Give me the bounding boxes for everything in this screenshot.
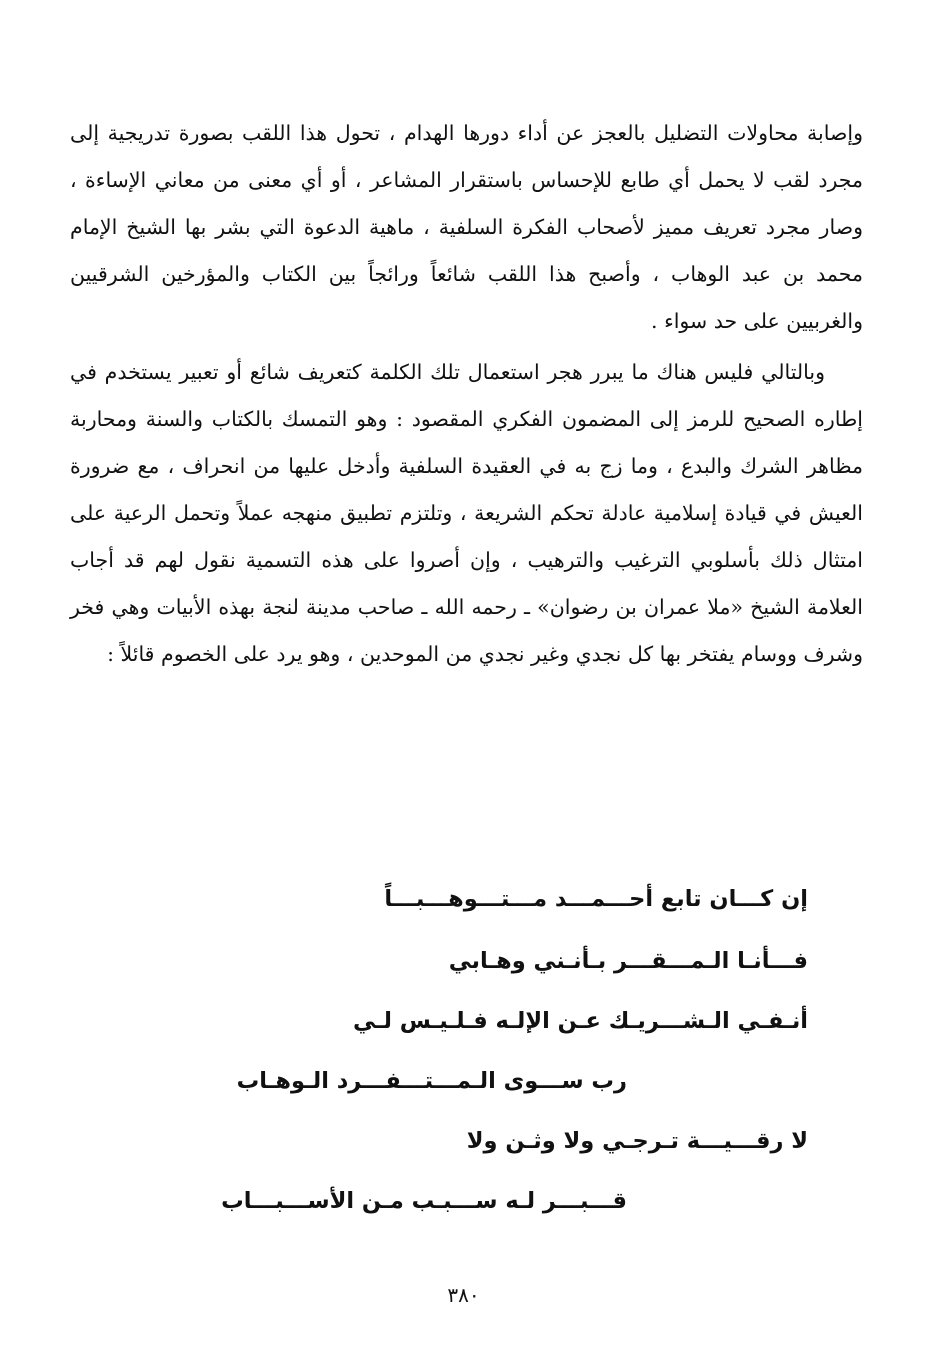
paragraph-1: وإصابة محاولات التضليل بالعجز عن أداء دورها الهدام ، تحول هذا اللقب بصورة تدريجية إلى مجرد لقب لا يحمل أي طابع للإحساس باستقرار المشاعر ، أو أي معنى من معاني الإساءة ، وصار مجرد تعريف مميز لأصحاب الفكرة السلفية ، ماهية الدعوة التي بشر بها الشيخ الإمام محمد بن عبد الوهاب ، وأصبح هذا اللقب شائعاً ورائجاً بين الكتاب والمؤرخين الشرقيين والغربيين على حد سواء .	[70, 121, 863, 333]
verse-line-5: لا رقـــيـــة تـرجـي ولا وثـن ولا	[466, 1128, 808, 1154]
page-number: ٣٨٠	[447, 1283, 480, 1307]
body-text	[70, 110, 863, 678]
verse-line-4: رب ســـوى الـمـــتـــفـــرد الـوهـاب	[236, 1068, 627, 1094]
verse-line-3: أنـفـي الـشـــريـك عـن الإلـه فـلـيـس لـي	[352, 1008, 808, 1034]
verse-line-1: إن كـــان تابع أحـــمـــد مـــتـــوهـــبـــاً	[384, 886, 808, 912]
paragraph-2: وبالتالي فليس هناك ما يبرر هجر استعمال تلك الكلمة كتعريف شائع أو تعبير يستخدم في إطاره الصحيح للرمز إلى المضمون الفكري المقصود : وهو التمسك بالكتاب والسنة ومحاربة مظاهر الشرك والبدع ، وما زج به في العقيدة السلفية وأدخل عليها من انحراف ، مع ضرورة العيش في قيادة إسلامية عادلة تحكم الشريعة ، وتلتزم تطبيق منهجه عملاً وتحمل الرعية على امتثال ذلك بأسلوبي الترغيب والترهيب ، وإن أصروا على هذه التسمية نقول لهم قد أجاب العلامة الشيخ «ملا عمران بن رضوان» ـ رحمه الله ـ صاحب مدينة لنجة بهذه الأبيات وهي فخر وشرف ووسام يفتخر بها كل نجدي وغير نجدي من الموحدين ، وهو يرد على الخصوم قائلاً :	[70, 360, 863, 666]
verse-line-6: قـــبـــر لـه ســـبـب مـن الأســـبـــاب	[221, 1188, 627, 1214]
verse-line-2: فـــأنـا الـمـــقـــر بـأنـني وهـابي	[448, 948, 808, 974]
